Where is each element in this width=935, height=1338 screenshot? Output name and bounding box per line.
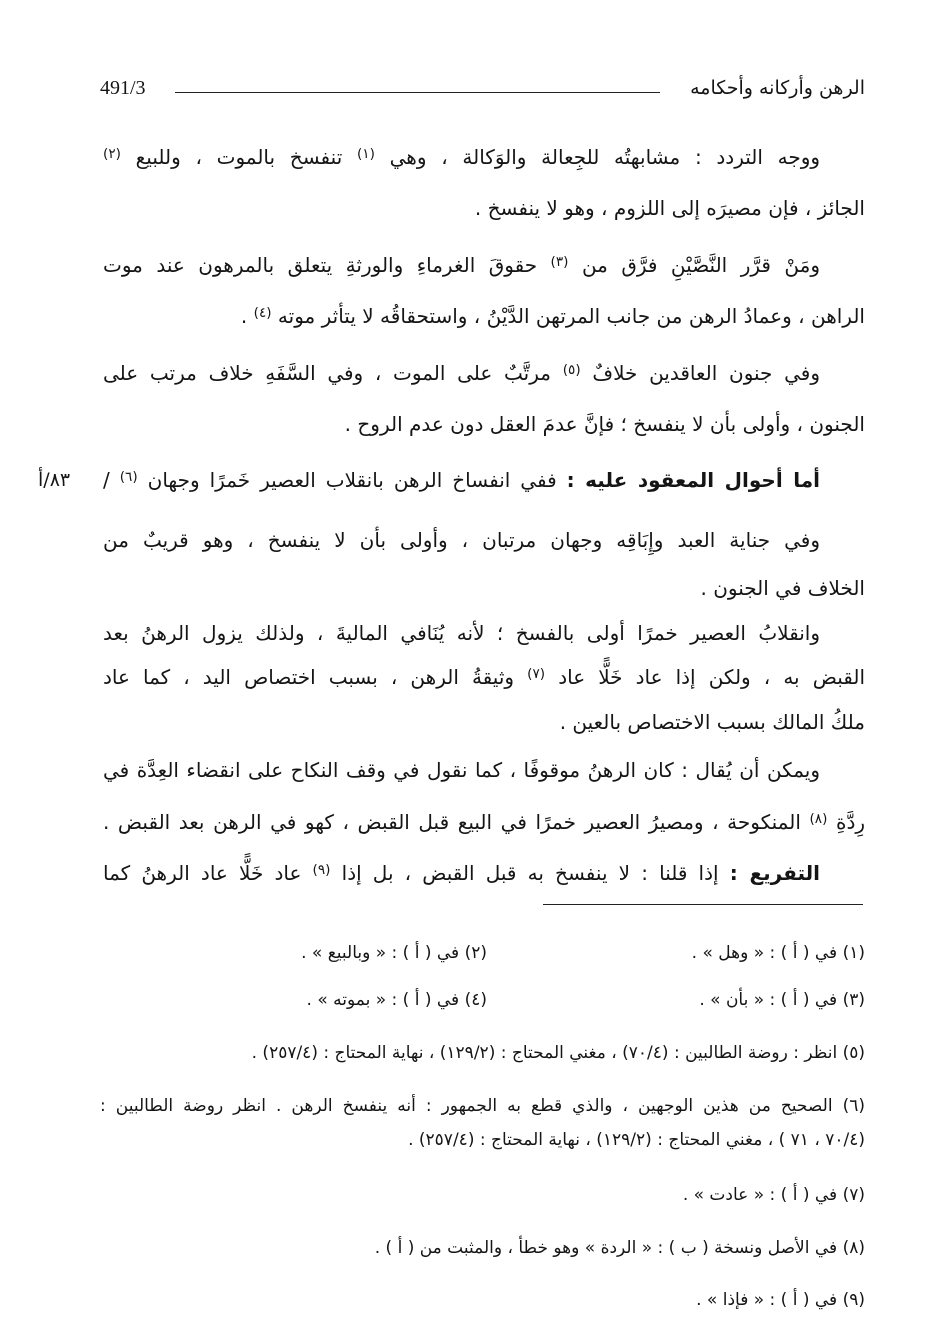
folio-margin-note: ٨٣/أ (38, 469, 71, 491)
footnote-text: في ( أ ) : « وبالبيع » . (301, 943, 460, 963)
footnote (100, 1231, 865, 1265)
text-segment: الجنون ، وأولى بأن لا ينفسخ ؛ فإنَّ عدمَ العقل دون عدم الروح . (344, 412, 865, 436)
footnote-number: (٦) (842, 1096, 865, 1116)
footnote (100, 1089, 865, 1123)
footnote-number: (١) (842, 943, 865, 963)
footnote-number: (٤) (464, 990, 487, 1010)
text-segment: ففي انفساخ الرهن بانقلاب العصير خَمرًا وجهان (147, 468, 557, 492)
text-segment: القبض به ، ولكن إذا عاد خَلًّا عاد (558, 665, 866, 689)
footnote-text: في الأصل ونسخة ( ب ) : « الردة » وهو خطأ ، والمثبت من ( أ ) . (374, 1238, 838, 1258)
footnote-text: انظر : روضة الطالبين : (٧٠/٤) ، مغني المحتاج : (١٢٩/٢) ، نهاية المحتاج : (٢٥٧/٤) . (251, 1043, 838, 1063)
text-segment: . (240, 304, 248, 328)
footnote (117, 983, 487, 1017)
running-header-title: الرهن وأركانه وأحكامه (690, 77, 865, 99)
body-line (103, 188, 865, 228)
footnote-ref: (٧) (527, 665, 546, 682)
text-segment: الجائز ، فإن مصيرَه إلى اللزوم ، وهو لا ينفسخ . (474, 196, 865, 220)
footnote (495, 983, 865, 1017)
text-segment: رِدَّةِ (835, 810, 866, 834)
footnote-text: الصحيح من هذين الوجهين ، والذي قطع به الجمهور : أنه ينفسخ الرهن . انظر روضة الطالبين : (100, 1096, 833, 1116)
footnote-ref: (١) (356, 145, 375, 162)
text-segment: مرتَّبٌ على الموت ، وفي السَّفَهِ خلاف مرتب على (103, 361, 551, 385)
footnote-text: في ( أ ) : « وهل » . (691, 943, 838, 963)
body-line (103, 137, 820, 177)
footnote-text: (٧٠/٤ ، ٧١ ) ، مغني المحتاج : (١٢٩/٢) ، نهاية المحتاج : (٢٥٧/٤) . (408, 1130, 865, 1150)
text-segment: تنفسخ بالموت ، وللبيع (135, 145, 343, 169)
section-heading: أما أحوال المعقود عليه : (566, 468, 821, 492)
folio-separator: / (103, 468, 110, 492)
footnote (495, 936, 865, 970)
body-line (103, 568, 865, 608)
body-line (103, 750, 820, 790)
text-segment: حقوقَ الغرماءِ والورثةِ يتعلق بالمرهون عند موت (103, 253, 538, 277)
footnote-text: في ( أ ) : « بموته » . (306, 990, 460, 1010)
text-segment: وفي جناية العبد وإِبَاقِه وجهان مرتبان ، وأولى بأن لا ينفسخ ، وهو قريبٌ من (103, 528, 820, 552)
text-segment: الخلاف في الجنون . (700, 576, 865, 600)
text-segment: وثيقةُ الرهن ، بسبب اختصاص اليد ، كما عاد (103, 665, 515, 689)
footnote (100, 1283, 865, 1317)
text-segment: وانقلابُ العصير خمرًا أولى بالفسخ ؛ لأنه يُنَافي الماليةَ ، ولذلك يزول الرهنُ بعد (103, 621, 820, 645)
text-segment: الراهن ، وعمادُ الرهن من جانب المرتهن الدَّيْنُ ، واستحقاقُه لا يتأثر موته (277, 304, 865, 328)
footnote-number: (٥) (842, 1043, 865, 1063)
text-segment: ووجه التردد : مشابهتُه للجِعالة والوَكالة ، وهي (389, 145, 821, 169)
body-line (103, 404, 865, 444)
page-reference: 491/3 (100, 77, 146, 99)
text-segment: ومَنْ قرَّر النَّصَّيْنِ فرَّق من (581, 253, 821, 277)
body-line (103, 802, 865, 842)
footnote-number: (٩) (842, 1290, 865, 1310)
footnote-text: في ( أ ) : « عادت » . (682, 1185, 838, 1205)
body-line (103, 520, 820, 560)
footnote (117, 936, 487, 970)
footnote-number: (٢) (464, 943, 487, 963)
footnote-number: (٧) (842, 1185, 865, 1205)
text-segment: إذا قلنا : لا ينفسخ به قبل القبض ، بل إذا (341, 861, 719, 885)
footnote-ref: (٨) (809, 810, 828, 827)
body-line (103, 460, 820, 500)
text-segment: وفي جنون العاقدين خلافٌ (592, 361, 821, 385)
section-heading: التفريع : (729, 861, 821, 885)
body-line (103, 613, 820, 653)
footnote-ref: (٣) (550, 253, 569, 270)
footnote (100, 1178, 865, 1212)
footnote-ref: (٥) (562, 361, 581, 378)
body-line (103, 853, 820, 893)
text-segment: عاد خَلًّا عاد الرهنُ كما (103, 861, 302, 885)
footnote-rule (543, 904, 863, 905)
footnote-ref: (٩) (312, 861, 331, 878)
text-segment: ويمكن أن يُقال : كان الرهنُ موقوفًا ، كما نقول في وقف النكاح على انقضاء العِدَّة في (103, 758, 820, 782)
body-line (103, 353, 820, 393)
footnote-number: (٨) (842, 1238, 865, 1258)
text-segment: ملكُ المالك بسبب الاختصاص بالعين . (559, 710, 865, 734)
footnote-text: في ( أ ) : « فإذا » . (696, 1290, 838, 1310)
footnote-ref: (٦) (119, 468, 138, 485)
body-line (103, 245, 820, 285)
text-segment: المنكوحة ، ومصيرُ العصير خمرًا في البيع قبل القبض ، كهو في الرهن بعد القبض . (103, 810, 801, 834)
footnote-text: في ( أ ) : « بأن » . (699, 990, 838, 1010)
body-line (103, 657, 865, 697)
header-rule (175, 92, 660, 93)
footnote-ref: (٤) (253, 304, 272, 321)
footnote (100, 1036, 865, 1070)
body-line (103, 296, 865, 336)
footnote-continuation (100, 1123, 865, 1157)
body-line (103, 702, 865, 742)
footnote-ref: (٢) (103, 145, 121, 162)
footnote-number: (٣) (842, 990, 865, 1010)
